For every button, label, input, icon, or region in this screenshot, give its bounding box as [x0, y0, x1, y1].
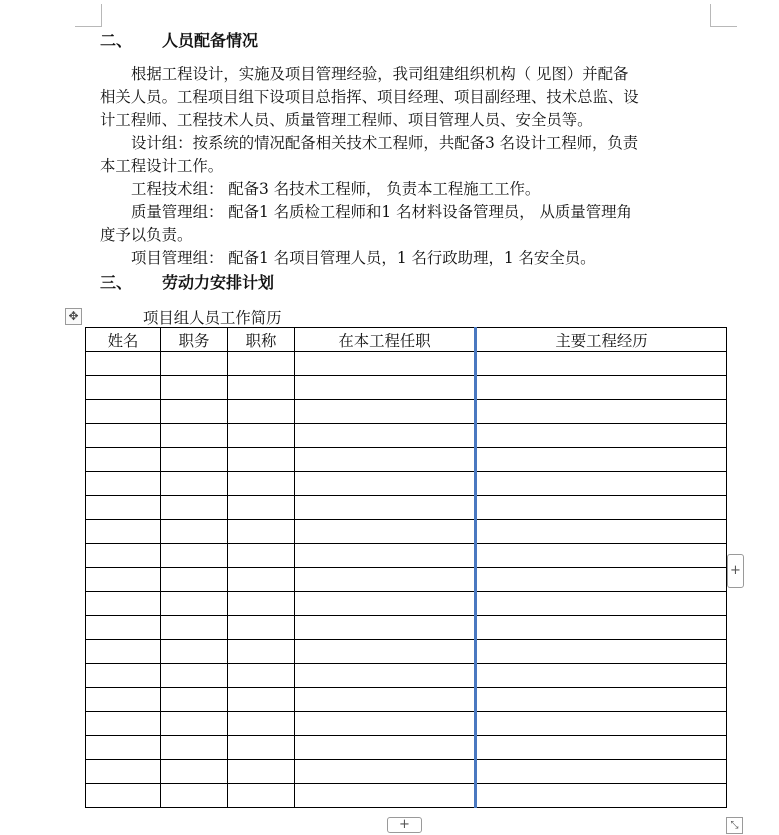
- table-cell[interactable]: [228, 352, 295, 376]
- table-cell[interactable]: [86, 568, 161, 592]
- table-cell[interactable]: [476, 568, 727, 592]
- table-cell[interactable]: [228, 784, 295, 808]
- table-row: [86, 496, 727, 520]
- table-cell[interactable]: [476, 376, 727, 400]
- table-cell[interactable]: [161, 640, 228, 664]
- table-cell[interactable]: [476, 496, 727, 520]
- table-cell[interactable]: [295, 736, 476, 760]
- table-cell[interactable]: [295, 424, 476, 448]
- table-row: [86, 640, 727, 664]
- table-cell[interactable]: [86, 688, 161, 712]
- table-move-handle-icon[interactable]: ✥: [65, 308, 82, 325]
- table-row: [86, 712, 727, 736]
- table-cell[interactable]: [228, 424, 295, 448]
- table-cell[interactable]: [476, 400, 727, 424]
- header-position: 职务: [161, 328, 228, 352]
- header-role: 在本工程任职: [295, 328, 476, 352]
- table-cell[interactable]: [161, 400, 228, 424]
- table-cell[interactable]: [86, 760, 161, 784]
- table-cell[interactable]: [228, 592, 295, 616]
- table-cell[interactable]: [161, 472, 228, 496]
- table-cell[interactable]: [476, 712, 727, 736]
- add-row-button[interactable]: [387, 817, 422, 833]
- table-row: [86, 376, 727, 400]
- table-cell[interactable]: [161, 544, 228, 568]
- table-cell[interactable]: [295, 688, 476, 712]
- table-cell[interactable]: [228, 760, 295, 784]
- table-cell[interactable]: [161, 448, 228, 472]
- table-cell[interactable]: [476, 520, 727, 544]
- table-cell[interactable]: [161, 664, 228, 688]
- table-row: [86, 616, 727, 640]
- table-row: [86, 352, 727, 376]
- paragraph-design-group: [100, 132, 712, 178]
- table-cell[interactable]: [228, 712, 295, 736]
- table-cell[interactable]: [86, 640, 161, 664]
- table-cell[interactable]: [295, 664, 476, 688]
- table-cell[interactable]: [228, 640, 295, 664]
- section-title: 人员配备情况: [162, 31, 259, 50]
- paragraph-line: 项目管理组： 配备1 名项目管理人员，1 名行政助理，1 名安全员。: [131, 249, 596, 267]
- table-cell[interactable]: [161, 784, 228, 808]
- table-cell[interactable]: [86, 544, 161, 568]
- table-cell[interactable]: [476, 688, 727, 712]
- table-cell[interactable]: [86, 472, 161, 496]
- table-cell[interactable]: [295, 712, 476, 736]
- paragraph-line: 根据工程设计，实施及项目管理经验，我司组建组织机构（ 见图）并配备: [131, 65, 629, 83]
- table-cell[interactable]: [161, 688, 228, 712]
- paragraph-line: 计工程师、工程技术人员、质量管理工程师、项目管理人员、安全员等。: [100, 111, 593, 129]
- table-cell[interactable]: [476, 472, 727, 496]
- table-cell[interactable]: [86, 496, 161, 520]
- section-heading-labor: [100, 270, 274, 293]
- table-cell[interactable]: [476, 352, 727, 376]
- table-cell[interactable]: [86, 376, 161, 400]
- section-heading-staffing: [100, 28, 258, 51]
- table-cell[interactable]: [295, 640, 476, 664]
- table-cell[interactable]: [228, 736, 295, 760]
- table-cell[interactable]: [295, 760, 476, 784]
- table-cell[interactable]: [476, 616, 727, 640]
- table-cell[interactable]: [86, 736, 161, 760]
- paragraph-line: 相关人员。工程项目组下设项目总指挥、项目经理、项目副经理、技术总监、设: [100, 88, 639, 106]
- table-cell[interactable]: [476, 592, 727, 616]
- table-row: [86, 592, 727, 616]
- table-cell[interactable]: [295, 352, 476, 376]
- table-row: [86, 784, 727, 808]
- table-cell[interactable]: [161, 376, 228, 400]
- table-cell[interactable]: [228, 376, 295, 400]
- paragraph-line: 设计组：按系统的情况配备相关技术工程师，共配备3 名设计工程师，负责: [131, 134, 639, 152]
- section-title: 劳动力安排计划: [162, 273, 275, 292]
- plus-icon: +: [730, 563, 741, 578]
- paragraph-line: 质量管理组： 配备1 名质检工程师和1 名材料设备管理员， 从质量管理角: [131, 203, 632, 221]
- table-cell[interactable]: [161, 352, 228, 376]
- table-cell[interactable]: [161, 592, 228, 616]
- table-cell[interactable]: [295, 520, 476, 544]
- table-cell[interactable]: [86, 448, 161, 472]
- table-cell[interactable]: [295, 616, 476, 640]
- paragraph-line: 本工程设计工作。: [100, 157, 224, 175]
- table-row: [86, 400, 727, 424]
- table-cell[interactable]: [295, 472, 476, 496]
- table-cell[interactable]: [86, 592, 161, 616]
- table-cell[interactable]: [161, 496, 228, 520]
- table-cell[interactable]: [295, 592, 476, 616]
- table-row: [86, 760, 727, 784]
- table-cell[interactable]: [476, 424, 727, 448]
- table-cell[interactable]: [228, 400, 295, 424]
- table-cell[interactable]: [476, 760, 727, 784]
- table-cell[interactable]: [86, 784, 161, 808]
- table-cell[interactable]: [161, 760, 228, 784]
- table-cell[interactable]: [161, 616, 228, 640]
- staff-resume-table: [85, 327, 727, 808]
- table-header-row: [86, 328, 727, 352]
- table-cell[interactable]: [86, 520, 161, 544]
- page-margin-corner-top-left: [75, 4, 102, 27]
- table-cell[interactable]: [295, 784, 476, 808]
- table-cell[interactable]: [161, 568, 228, 592]
- paragraph-line: 度予以负责。: [100, 226, 193, 244]
- section-number: 三、: [100, 273, 133, 292]
- table-cell[interactable]: [228, 664, 295, 688]
- table-row: [86, 424, 727, 448]
- header-name: 姓名: [86, 328, 161, 352]
- table-cell[interactable]: [228, 568, 295, 592]
- table-cell[interactable]: [476, 736, 727, 760]
- paragraph-quality-group: [100, 201, 712, 247]
- header-experience: 主要工程经历: [476, 328, 727, 352]
- table-cell[interactable]: [228, 472, 295, 496]
- table-cell[interactable]: [295, 376, 476, 400]
- table-cell[interactable]: [161, 736, 228, 760]
- table-cell[interactable]: [295, 400, 476, 424]
- table-resize-icon[interactable]: ⤡: [726, 817, 743, 834]
- table-cell[interactable]: [86, 712, 161, 736]
- add-column-button[interactable]: [727, 554, 744, 588]
- table-cell[interactable]: [228, 448, 295, 472]
- table-cell[interactable]: [228, 496, 295, 520]
- table-row: [86, 736, 727, 760]
- table-cell[interactable]: [476, 544, 727, 568]
- page-margin-corner-top-right: [710, 4, 737, 27]
- table-row: [86, 472, 727, 496]
- table-cell[interactable]: [86, 352, 161, 376]
- plus-icon: +: [399, 817, 410, 832]
- table-row: [86, 664, 727, 688]
- paragraph-line: 工程技术组： 配备3 名技术工程师， 负责本工程施工工作。: [131, 180, 541, 198]
- table-cell[interactable]: [161, 424, 228, 448]
- table-caption: 项目组人员工作简历: [143, 309, 282, 327]
- section-number: 二、: [100, 31, 133, 50]
- table-cell[interactable]: [228, 616, 295, 640]
- table-cell[interactable]: [86, 664, 161, 688]
- table-cell[interactable]: [161, 520, 228, 544]
- table-cell[interactable]: [295, 448, 476, 472]
- paragraph-engineering-group: [100, 178, 712, 201]
- table-cell[interactable]: [295, 544, 476, 568]
- table-cell[interactable]: [228, 520, 295, 544]
- table-cell[interactable]: [476, 784, 727, 808]
- table-cell[interactable]: [86, 424, 161, 448]
- paragraph-management-group: [100, 247, 712, 270]
- table-cell[interactable]: [476, 448, 727, 472]
- table-cell[interactable]: [228, 544, 295, 568]
- table-cell[interactable]: [476, 640, 727, 664]
- paragraph-intro: [100, 63, 712, 132]
- table-row: [86, 520, 727, 544]
- table-row: [86, 448, 727, 472]
- table-row: [86, 544, 727, 568]
- table-row: [86, 568, 727, 592]
- table-cell[interactable]: [295, 496, 476, 520]
- table-row: [86, 688, 727, 712]
- table-cell[interactable]: [476, 664, 727, 688]
- header-title: 职称: [228, 328, 295, 352]
- table-cell[interactable]: [161, 712, 228, 736]
- table-cell[interactable]: [86, 616, 161, 640]
- table-cell[interactable]: [228, 688, 295, 712]
- table-cell[interactable]: [295, 568, 476, 592]
- table-cell[interactable]: [86, 400, 161, 424]
